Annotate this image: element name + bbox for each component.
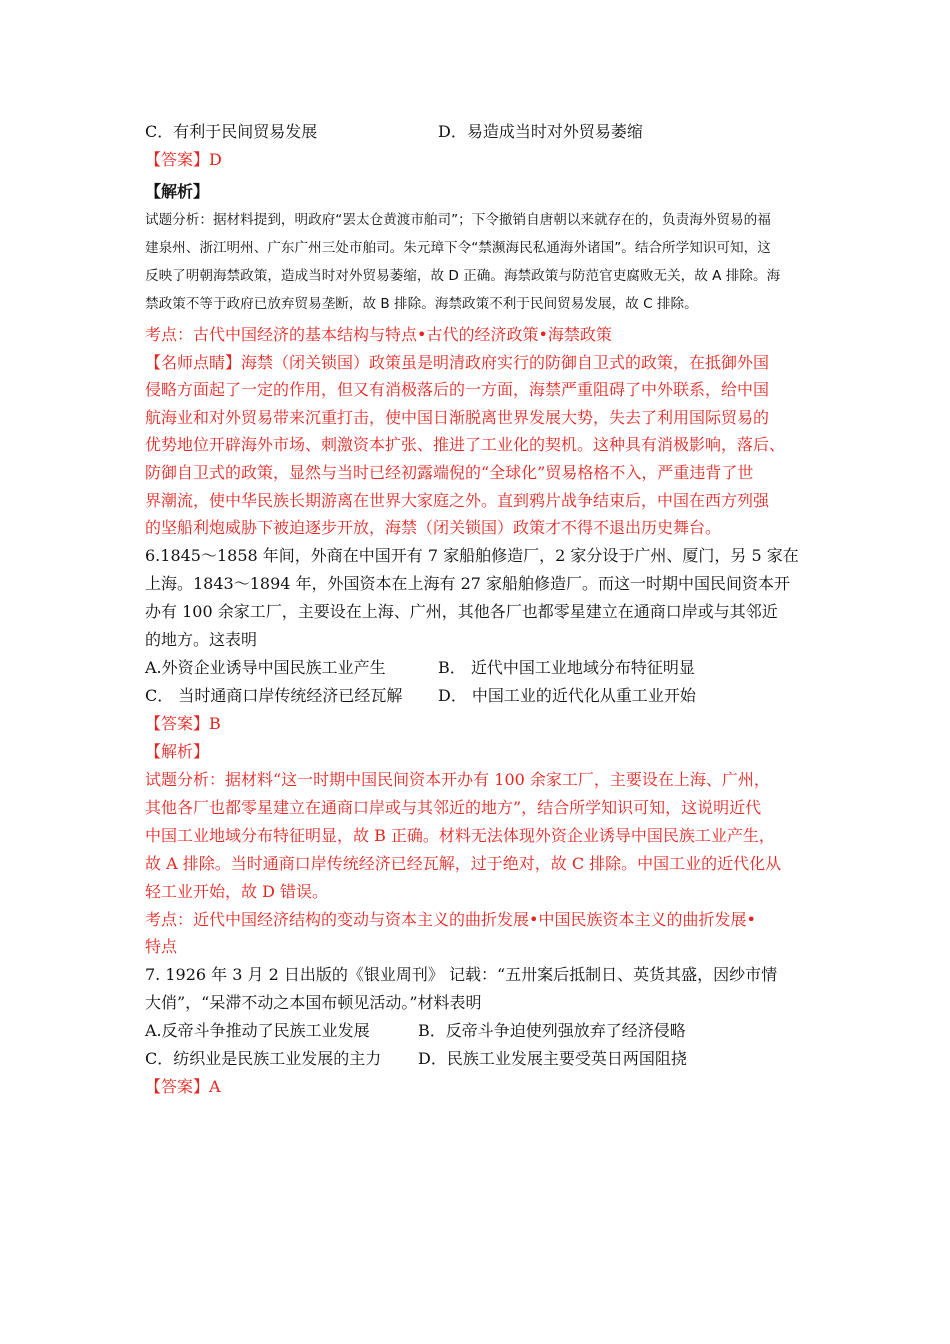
q6-option-a: A.外资企业诱导中国民族工业产生 xyxy=(145,658,386,677)
q5-analysis-label: 【解析】 xyxy=(145,182,210,201)
answer-label: 【答案】 xyxy=(145,714,210,733)
q5-kaodian: 考点：古代中国经济的基本结构与特点•古代的经济政策•海禁政策 xyxy=(145,325,612,344)
q6-analysis-line: 中国工业地域分布特征明显，故 B 正确。材料无法体现外资企业诱导中国民族工业产生， xyxy=(145,826,775,845)
q5-option-d: D．易造成当时对外贸易萎缩 xyxy=(438,122,643,141)
q7-options-cd xyxy=(145,1048,815,1070)
q5-answer xyxy=(145,149,815,171)
q6-option-c: C． 当时通商口岸传统经济已经瓦解 xyxy=(145,686,403,705)
answer-value: A xyxy=(209,1077,221,1096)
q5-mingshi-line: 的坚船利炮威胁下被迫逐步开放，海禁（闭关锁国）政策才不得不退出历史舞台。 xyxy=(145,518,722,537)
q5-option-c: C．有利于民间贸易发展 xyxy=(145,122,318,141)
q6-analysis-label: 【解析】 xyxy=(145,742,210,761)
q7-option-d: D．民族工业发展主要受英日两国阻挠 xyxy=(418,1049,687,1068)
q5-analysis-line: 试题分析：据材料提到，明政府“罢太仓黄渡市舶司”；下令撤销自唐朝以来就存在的，负责海外贸易的福 xyxy=(145,212,771,228)
q6-stem-line: 的地方。这表明 xyxy=(145,630,258,649)
q5-mingshi-line: 侵略方面起了一定的作用，但又有消极落后的一方面，海禁严重阻碍了中外联系，给中国 xyxy=(145,380,770,399)
q7-option-c: C．纺织业是民族工业发展的主力 xyxy=(145,1049,382,1068)
q6-kaodian-line: 考点：近代中国经济结构的变动与资本主义的曲折发展•中国民族资本主义的曲折发展• xyxy=(145,910,756,929)
q7-option-b: B．反帝斗争迫使列强放弃了经济侵略 xyxy=(418,1021,686,1040)
q6-stem-line: 上海。1843～1894 年，外国资本在上海有 27 家船舶修造厂。而这一时期中国民间资本开 xyxy=(145,574,791,593)
q7-stem-line: 7. 1926 年 3 月 2 日出版的《银业周刊》 记载：“五卅案后抵制日、英货其盛，因纱市情 xyxy=(145,965,778,984)
q5-mingshi-line: 优势地位开辟海外市场、刺激资本扩张、推进了工业化的契机。这种具有消极影响，落后、 xyxy=(145,435,786,454)
answer-value: D xyxy=(209,150,222,169)
q5-mingshi-line: 【名师点睛】海禁（闭关锁国）政策虽是明清政府实行的防御自卫式的政策，在抵御外国 xyxy=(145,353,770,372)
q6-analysis-line: 轻工业开始，故 D 错误。 xyxy=(145,882,329,901)
q7-option-a: A.反帝斗争推动了民族工业发展 xyxy=(145,1021,370,1040)
q6-analysis-line: 其他各厂也都零星建立在通商口岸或与其邻近的地方”，结合所学知识可知，这说明近代 xyxy=(145,798,762,817)
q5-analysis-line: 禁政策不等于政府已放弃贸易垄断，故 B 排除。海禁政策不利于民间贸易发展，故 C 排除。 xyxy=(145,296,698,312)
q5-analysis-line: 建泉州、浙江明州、广东广州三处市舶司。朱元璋下令“禁濒海民私通海外诸国”。结合所学知识可知，这 xyxy=(145,240,771,256)
answer-label: 【答案】 xyxy=(145,150,210,169)
q6-option-d: D． 中国工业的近代化从重工业开始 xyxy=(438,686,696,705)
q7-options-ab xyxy=(145,1020,815,1042)
q5-options-cd xyxy=(145,121,815,143)
q6-options-cd xyxy=(145,685,815,707)
q6-kaodian-line: 特点 xyxy=(145,937,178,956)
q7-stem-line: 大俏”，“呆滞不动之本国布顿见活动。”材料表明 xyxy=(145,993,482,1012)
q5-mingshi-line: 防御自卫式的政策，显然与当时已经初露端倪的“全球化”贸易格格不入，严重违背了世 xyxy=(145,463,754,482)
q6-stem-line: 6.1845～1858 年间，外商在中国开有 7 家船舶修造厂，2 家分设于广州、厦门，另 5 家在 xyxy=(145,546,799,565)
q5-mingshi-line: 航海业和对外贸易带来沉重打击，使中国日渐脱离世界发展大势，失去了利用国际贸易的 xyxy=(145,408,770,427)
q6-analysis-line: 故 A 排除。当时通商口岸传统经济已经瓦解，过于绝对，故 C 排除。中国工业的近代化从 xyxy=(145,854,782,873)
q6-answer xyxy=(145,713,815,735)
q7-answer xyxy=(145,1076,815,1098)
q6-analysis-line: 试题分析：据材料“这一时期中国民间资本开办有 100 余家工厂，主要设在上海、广州， xyxy=(145,770,770,789)
answer-value: B xyxy=(209,714,221,733)
q6-options-ab xyxy=(145,657,815,679)
q5-analysis-line: 反映了明朝海禁政策，造成当时对外贸易萎缩，故 D 正确。海禁政策与防范官吏腐败无关，故 A 排除。海 xyxy=(145,268,781,284)
q6-option-b: B． 近代中国工业地域分布特征明显 xyxy=(438,658,695,677)
q5-mingshi-line: 界潮流，使中华民族长期游离在世界大家庭之外。直到鸦片战争结束后，中国在西方列强 xyxy=(145,491,770,510)
q6-stem-line: 办有 100 余家工厂，主要设在上海、广州，其他各厂也都零星建立在通商口岸或与其邻近 xyxy=(145,602,778,621)
answer-label: 【答案】 xyxy=(145,1077,210,1096)
